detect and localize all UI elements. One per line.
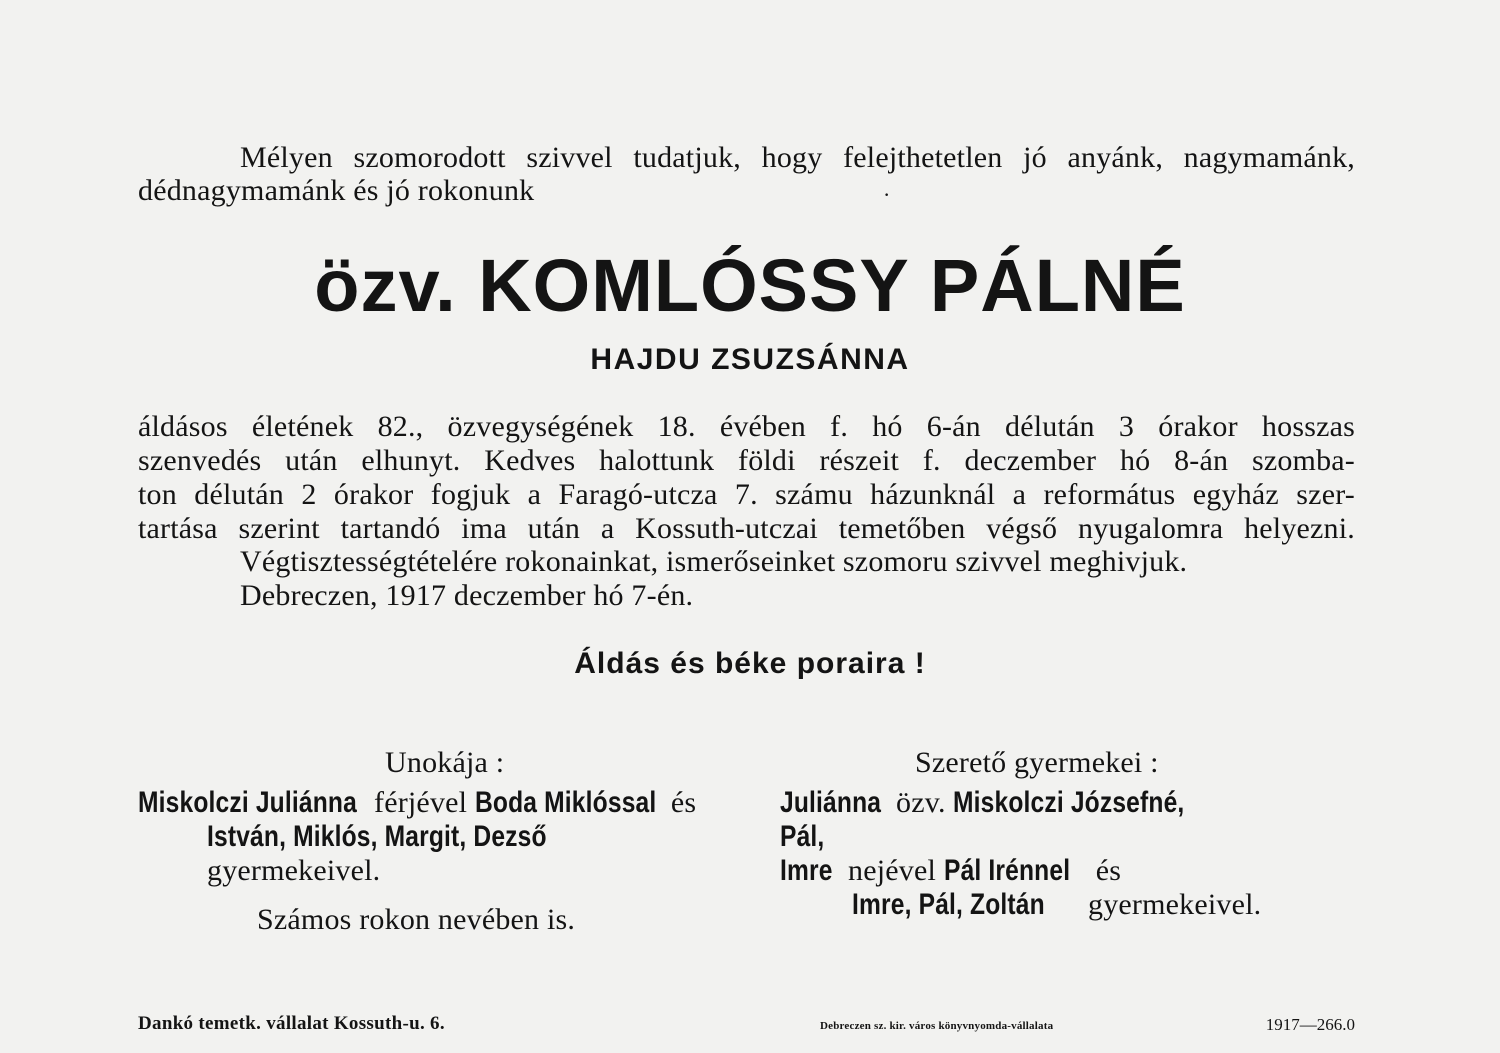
- right-row-4-text: gyermekeivel.: [1088, 888, 1262, 921]
- left-row-4: Számos rokon nevében is.: [257, 903, 576, 936]
- child-married-name: Miskolczi Józsefné,: [953, 786, 1185, 819]
- right-row-4: [852, 888, 1261, 922]
- body-line-1: áldásos életének 82., özvegységének 18. évében f. hó 6-án délután 3 órakor hosszas: [138, 410, 1355, 443]
- blessing-line: Áldás és béke poraira !: [574, 647, 926, 680]
- printer-imprint: [820, 1014, 1355, 1037]
- intro-line-1: Mélyen szomorodott szivvel tudatjuk, hogy felejthetetlen jó anyánk, nagymamánk,: [240, 141, 1355, 174]
- right-row-2: [780, 820, 834, 854]
- body-line-4: tartása szerint tartandó ima után a Kossuth-utczai temetőben végső nyugalomra helyezni.: [138, 512, 1355, 545]
- deceased-maiden-name: HAJDU ZSUZSÁNNA: [590, 343, 910, 376]
- deceased-name: özv. KOMLÓSSY PÁLNÉ: [314, 244, 1186, 327]
- left-row-1: [138, 786, 696, 820]
- intro-line-2: dédnagymamánk és jó rokonunk: [138, 174, 535, 207]
- right-row-3-and: és: [1095, 854, 1122, 887]
- place-date-line: Debreczen, 1917 deczember hó 7-én.: [240, 579, 694, 612]
- great-grandchildren-names: István, Miklós, Margit, Dezső: [207, 820, 547, 853]
- printer-name: Debreczen sz. kir. város könyvnyomda-vállalata: [820, 1020, 1054, 1032]
- child-name-julianna: Juliánna: [780, 786, 882, 819]
- child-name-pal: Pál,: [780, 820, 825, 853]
- undertaker-imprint: Dankó temetk. vállalat Kossuth-u. 6.: [138, 1013, 445, 1034]
- grandchild-spouse-name: Boda Miklóssal: [474, 786, 657, 819]
- grandchild-name: Miskolczi Juliánna: [138, 786, 357, 819]
- left-row-1-text: férjével: [374, 786, 468, 819]
- stray-dot-mark: ·: [883, 182, 891, 207]
- left-row-3: gyermekeivel.: [207, 854, 381, 887]
- child-name-imre: Imre: [780, 854, 833, 887]
- left-row-1-and: és: [670, 786, 697, 819]
- notice-body: [138, 410, 1355, 546]
- right-row-1-text: özv.: [896, 786, 946, 819]
- print-code: 1917—266.0: [1265, 1015, 1355, 1034]
- child-spouse-name: Pál Irénnel: [943, 854, 1070, 887]
- right-row-3: [780, 854, 1121, 888]
- body-line-2: szenvedés után elhunyt. Kedves halottunk földi részeit f. deczember hó 8-án szomba-: [138, 444, 1355, 477]
- invitation-line: Végtisztességtételére rokonainkat, ismerőseinket szomoru szivvel meghivjuk.: [240, 545, 1188, 578]
- left-row-2: [207, 820, 621, 854]
- right-row-1: [780, 786, 1236, 820]
- right-column-heading: Szerető gyermekei :: [915, 746, 1159, 779]
- left-column-heading: Unokája :: [385, 746, 505, 779]
- grandchildren-names: Imre, Pál, Zoltán: [852, 888, 1045, 921]
- right-row-3-text: nejével: [848, 854, 937, 887]
- body-line-3: ton délután 2 órakor fogjuk a Faragó-utcza 7. számu házunknál a református egyház szer-: [138, 478, 1355, 511]
